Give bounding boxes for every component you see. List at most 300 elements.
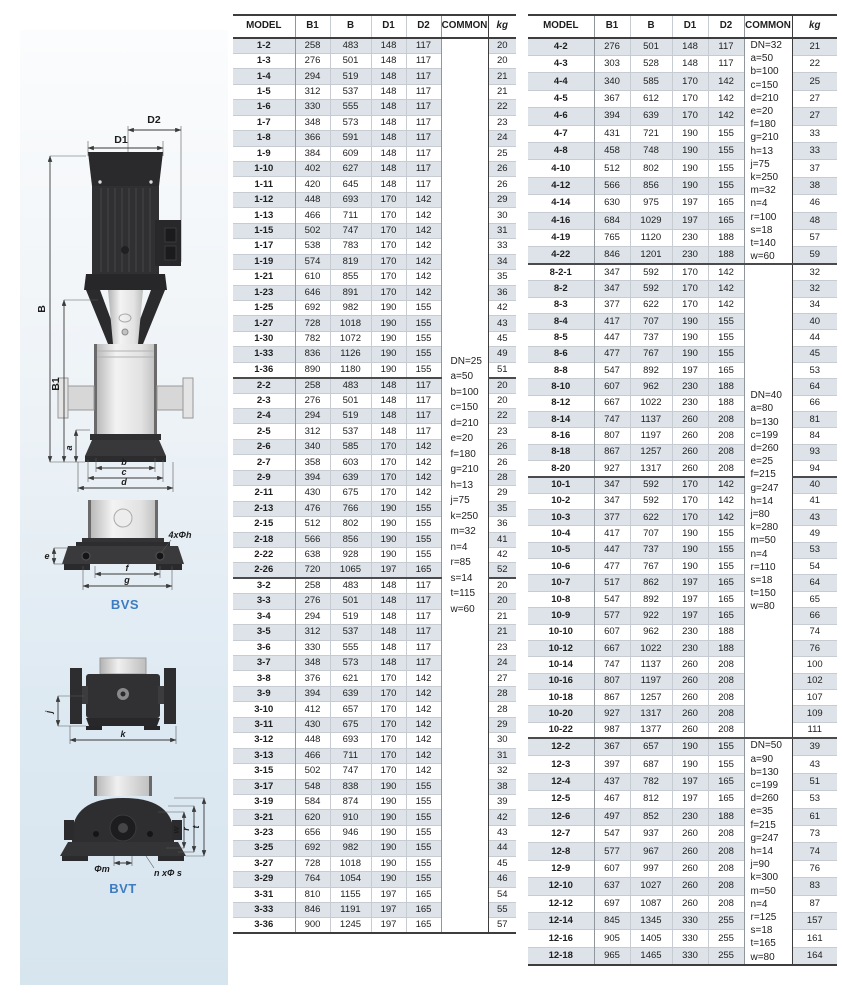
dimension-cell: 348: [295, 115, 330, 130]
model-cell: 12-3: [528, 756, 594, 773]
dimension-cell: 148: [371, 656, 406, 671]
weight-cell: 36: [488, 517, 516, 532]
dimension-cell: 577: [594, 608, 630, 624]
model-cell: 2-3: [233, 393, 295, 408]
bvt-drawing: [28, 772, 218, 900]
weight-cell: 49: [792, 526, 837, 542]
weight-cell: 43: [488, 316, 516, 331]
dimension-cell: 155: [406, 532, 441, 547]
dimension-cell: 170: [371, 270, 406, 285]
dimension-cell: 148: [371, 393, 406, 408]
dimension-cell: 519: [330, 69, 371, 84]
dimension-cell: 190: [371, 362, 406, 377]
dimension-cell: 366: [295, 131, 330, 146]
dimension-cell: 165: [406, 903, 441, 918]
common-dimension-line: c=199: [750, 429, 779, 441]
weight-cell: 20: [488, 53, 516, 68]
dimension-cell: 142: [406, 486, 441, 501]
dimension-cell: 117: [406, 53, 441, 68]
model-cell: 2-2: [233, 378, 295, 393]
dimension-cell: 890: [295, 362, 330, 377]
dimension-cell: 142: [406, 208, 441, 223]
column-header-b: B: [330, 15, 371, 38]
weight-cell: 29: [488, 717, 516, 732]
dimension-cell: 467: [594, 791, 630, 808]
dimension-cell: 294: [295, 69, 330, 84]
common-dimension-line: e=25: [750, 456, 774, 468]
dimension-cell: 547: [594, 825, 630, 842]
weight-cell: 66: [792, 395, 837, 411]
dimension-cell: 117: [406, 609, 441, 624]
dimension-cell: 856: [330, 532, 371, 547]
dimension-cell: 117: [406, 84, 441, 99]
model-cell: 10-6: [528, 559, 594, 575]
dimension-cell: 170: [371, 192, 406, 207]
dimension-cell: 394: [594, 108, 630, 125]
dimension-cell: 573: [330, 115, 371, 130]
dimension-cell: 276: [295, 594, 330, 609]
dimension-cell: 711: [330, 748, 371, 763]
dimension-cell: 155: [406, 856, 441, 871]
dimension-cell: 574: [295, 254, 330, 269]
dimension-cell: 155: [406, 872, 441, 887]
dimension-cell: 855: [330, 270, 371, 285]
dimension-cell: 188: [708, 808, 744, 825]
dimension-cell: 367: [594, 738, 630, 755]
model-cell: 8-14: [528, 412, 594, 428]
header-row: [528, 15, 837, 38]
model-cell: 3-5: [233, 625, 295, 640]
dimension-cell: 687: [630, 756, 672, 773]
dimension-cell: 155: [406, 300, 441, 315]
dimension-cell: 165: [708, 791, 744, 808]
weight-cell: 27: [792, 108, 837, 125]
common-dimension-line: j=80: [750, 509, 770, 521]
weight-cell: 64: [792, 379, 837, 395]
dimension-cell: 148: [371, 609, 406, 624]
dimension-cell: 867: [594, 689, 630, 705]
dimension-cell: 967: [630, 843, 672, 860]
weight-cell: 73: [792, 825, 837, 842]
header-row: [233, 15, 516, 38]
dimension-cell: 852: [630, 808, 672, 825]
dimension-cell: 155: [406, 794, 441, 809]
dimension-cell: 148: [371, 100, 406, 115]
dimension-cell: 982: [330, 841, 371, 856]
dimension-cell: 188: [708, 624, 744, 640]
model-cell: 8-20: [528, 461, 594, 477]
column-header-common: COMMON: [441, 15, 488, 38]
dimension-cell: 622: [630, 510, 672, 526]
common-dimension-line: t=140: [750, 238, 776, 250]
dimension-cell: 573: [330, 656, 371, 671]
dimension-cell: 900: [295, 918, 330, 933]
dimension-cell: 148: [371, 640, 406, 655]
common-dimension-line: g=210: [450, 464, 479, 476]
dimension-cell: 836: [295, 347, 330, 362]
dimension-cell: 190: [371, 841, 406, 856]
dimension-cell: 721: [630, 125, 672, 142]
weight-cell: 42: [488, 547, 516, 562]
dimension-cell: 607: [594, 624, 630, 640]
common-dimension-line: d=210: [750, 92, 779, 104]
dimension-cell: 910: [330, 810, 371, 825]
dimension-cell: 155: [406, 810, 441, 825]
dimension-cell: 430: [295, 717, 330, 732]
dimension-cell: 197: [672, 791, 708, 808]
dimension-cell: 117: [406, 409, 441, 424]
dimension-cell: 905: [594, 930, 630, 947]
dimension-cell: 657: [330, 702, 371, 717]
weight-cell: 29: [488, 486, 516, 501]
dimension-cell: 1087: [630, 895, 672, 912]
common-dimensions-cell: [744, 38, 792, 264]
dimension-cell: 747: [594, 412, 630, 428]
dim-label-k: k: [120, 729, 126, 739]
dimension-cell: 230: [672, 624, 708, 640]
dimension-cell: 276: [594, 38, 630, 55]
common-dimension-line: s=18: [750, 575, 773, 587]
dimension-cell: 782: [630, 773, 672, 790]
model-cell: 12-16: [528, 930, 594, 947]
bvs-base-plate: [62, 546, 184, 564]
dimension-cell: 330: [295, 640, 330, 655]
dimension-cell: 170: [371, 285, 406, 300]
dimension-cell: 412: [295, 702, 330, 717]
column-header-d1: D1: [672, 15, 708, 38]
dimension-cell: 845: [594, 912, 630, 929]
weight-cell: 83: [792, 878, 837, 895]
dimension-cell: 585: [630, 73, 672, 90]
common-dimension-line: e=20: [750, 106, 774, 118]
weight-cell: 23: [488, 424, 516, 439]
common-dimension-line: e=35: [750, 806, 774, 818]
dimension-cell: 165: [708, 575, 744, 591]
dimension-cell: 208: [708, 461, 744, 477]
weight-cell: 20: [488, 393, 516, 408]
weight-cell: 27: [488, 671, 516, 686]
dimension-cell: 117: [406, 640, 441, 655]
model-cell: 2-7: [233, 455, 295, 470]
dimension-cell: 117: [406, 578, 441, 593]
dimension-cell: 1377: [630, 722, 672, 738]
dimension-cell: 155: [406, 779, 441, 794]
common-dimension-line: c=150: [450, 402, 479, 414]
dimension-cell: 447: [594, 330, 630, 346]
model-cell: 2-26: [233, 563, 295, 578]
weight-cell: 107: [792, 689, 837, 705]
dimension-cell: 737: [630, 542, 672, 558]
dimension-cell: 155: [708, 542, 744, 558]
dimension-cell: 962: [630, 624, 672, 640]
model-cell: 8-6: [528, 346, 594, 362]
dimension-cell: 645: [330, 177, 371, 192]
weight-cell: 100: [792, 657, 837, 673]
dimension-cell: 294: [295, 409, 330, 424]
dimension-cell: 170: [371, 717, 406, 732]
common-dimension-line: d=260: [750, 443, 779, 455]
dimension-cell: 170: [371, 208, 406, 223]
dimension-cell: 197: [672, 575, 708, 591]
model-cell: 3-27: [233, 856, 295, 871]
dimension-cell: 142: [406, 455, 441, 470]
dimension-cell: 165: [708, 363, 744, 379]
dimension-cell: 197: [371, 918, 406, 933]
dimension-cell: 1191: [330, 903, 371, 918]
column-header-d2: D2: [406, 15, 441, 38]
dimension-cell: 862: [630, 575, 672, 591]
common-dimension-line: h=14: [750, 495, 774, 507]
dimension-cell: 537: [330, 625, 371, 640]
weight-cell: 81: [792, 412, 837, 428]
weight-cell: 65: [792, 591, 837, 607]
model-cell: 10-4: [528, 526, 594, 542]
dimension-cell: 501: [330, 53, 371, 68]
dimension-cell: 260: [672, 706, 708, 722]
dimension-cell: 188: [708, 379, 744, 395]
dimension-cell: 692: [295, 300, 330, 315]
weight-cell: 76: [792, 860, 837, 877]
dimension-cell: 170: [371, 733, 406, 748]
dimension-cell: 117: [708, 38, 744, 55]
model-cell: 10-5: [528, 542, 594, 558]
common-dimension-line: s=18: [750, 925, 773, 937]
dimension-cell: 377: [594, 297, 630, 313]
model-cell: 8-3: [528, 297, 594, 313]
dimension-cell: 417: [594, 313, 630, 329]
model-cell: 3-25: [233, 841, 295, 856]
model-cell: 1-33: [233, 347, 295, 362]
common-dimensions-cell: [441, 38, 488, 933]
dimension-cell: 208: [708, 878, 744, 895]
dimension-cell: 155: [406, 331, 441, 346]
dimension-cell: 208: [708, 706, 744, 722]
weight-cell: 20: [488, 578, 516, 593]
model-cell: 4-16: [528, 212, 594, 229]
dimension-cell: 142: [708, 108, 744, 125]
dimension-cell: 258: [295, 378, 330, 393]
dimension-cell: 170: [672, 493, 708, 509]
dimension-cell: 1126: [330, 347, 371, 362]
weight-cell: 40: [792, 477, 837, 493]
dimension-cell: 155: [708, 125, 744, 142]
dim-label-j: j: [44, 710, 54, 714]
weight-cell: 29: [488, 192, 516, 207]
model-cell: 4-19: [528, 229, 594, 246]
dimension-cell: 430: [295, 486, 330, 501]
dimension-cell: 142: [708, 90, 744, 107]
table-row: [528, 264, 837, 280]
dimension-cell: 748: [630, 142, 672, 159]
dimension-cell: 466: [295, 208, 330, 223]
dimension-cell: 711: [330, 208, 371, 223]
weight-cell: 21: [488, 609, 516, 624]
dimension-cell: 1137: [630, 657, 672, 673]
dimension-cell: 197: [371, 887, 406, 902]
dimension-cell: 190: [371, 794, 406, 809]
dimension-cell: 208: [708, 825, 744, 842]
dimension-cell: 656: [295, 825, 330, 840]
common-dimension-line: j=75: [450, 495, 470, 507]
weight-cell: 64: [792, 575, 837, 591]
dimension-cell: 165: [708, 608, 744, 624]
dimension-cell: 258: [295, 38, 330, 53]
model-cell: 1-15: [233, 223, 295, 238]
model-cell: 8-16: [528, 428, 594, 444]
dimension-cell: 1405: [630, 930, 672, 947]
dimension-cell: 190: [371, 825, 406, 840]
dimension-cell: 483: [330, 578, 371, 593]
common-dimension-line: n=4: [450, 541, 468, 553]
dimension-cell: 592: [630, 264, 672, 280]
model-cell: 1-9: [233, 146, 295, 161]
dimension-cell: 437: [594, 773, 630, 790]
dimension-cell: 142: [406, 702, 441, 717]
weight-cell: 27: [792, 90, 837, 107]
dimension-cell: 190: [672, 526, 708, 542]
model-cell: 8-12: [528, 395, 594, 411]
weight-cell: 109: [792, 706, 837, 722]
dimension-cell: 555: [330, 640, 371, 655]
illustration-panel: [20, 30, 228, 985]
weight-cell: 42: [488, 810, 516, 825]
dimension-cell: 639: [630, 108, 672, 125]
dimension-cell: 230: [672, 379, 708, 395]
dimension-cell: 447: [594, 542, 630, 558]
model-cell: 4-14: [528, 195, 594, 212]
dimension-cell: 347: [594, 493, 630, 509]
dimension-cell: 997: [630, 860, 672, 877]
dimension-cell: 347: [594, 281, 630, 297]
weight-cell: 30: [488, 733, 516, 748]
common-dimension-line: g=247: [750, 482, 779, 494]
model-cell: 12-10: [528, 878, 594, 895]
dimension-cell: 117: [406, 131, 441, 146]
dimension-cell: 142: [406, 671, 441, 686]
common-dimension-line: c=150: [750, 79, 779, 91]
dimension-cell: 148: [371, 69, 406, 84]
dimension-cell: 170: [371, 439, 406, 454]
common-dimensions-cell: [744, 264, 792, 738]
weight-cell: 37: [792, 160, 837, 177]
dimension-cell: 547: [594, 363, 630, 379]
model-cell: 3-3: [233, 594, 295, 609]
dimension-cell: 260: [672, 825, 708, 842]
model-cell: 2-22: [233, 547, 295, 562]
model-cell: 12-9: [528, 860, 594, 877]
common-dimension-line: DN=32: [750, 40, 782, 51]
dimension-cell: 188: [708, 247, 744, 265]
model-cell: 1-2: [233, 38, 295, 53]
weight-cell: 36: [488, 285, 516, 300]
dimension-cell: 117: [406, 69, 441, 84]
dimension-cell: 1029: [630, 212, 672, 229]
weight-cell: 23: [488, 640, 516, 655]
dimension-cell: 477: [594, 346, 630, 362]
dimension-cell: 117: [406, 177, 441, 192]
dimension-cell: 483: [330, 378, 371, 393]
weight-cell: 43: [792, 756, 837, 773]
dimension-cell: 538: [295, 239, 330, 254]
column-header-kg: kg: [488, 15, 516, 38]
column-header-model: MODEL: [528, 15, 594, 38]
dimension-cell: 142: [708, 477, 744, 493]
dimension-cell: 630: [594, 195, 630, 212]
model-cell: 1-10: [233, 162, 295, 177]
weight-cell: 35: [488, 501, 516, 516]
weight-cell: 22: [488, 409, 516, 424]
dimension-cell: 537: [330, 424, 371, 439]
dimension-cell: 170: [371, 686, 406, 701]
model-cell: 12-5: [528, 791, 594, 808]
dimension-cell: 170: [371, 486, 406, 501]
dimension-cell: 190: [672, 738, 708, 755]
dimension-cell: 684: [594, 212, 630, 229]
dimension-cell: 1065: [330, 563, 371, 578]
dimension-cell: 208: [708, 444, 744, 460]
dimension-cell: 519: [330, 409, 371, 424]
model-cell: 1-4: [233, 69, 295, 84]
dimension-cell: 148: [371, 53, 406, 68]
common-dimension-line: DN=25: [450, 355, 482, 367]
common-dimension-line: m=32: [750, 185, 776, 197]
dimension-cell: 965: [594, 947, 630, 965]
dim-label-b-height: B: [36, 305, 48, 313]
dimension-cell: 170: [672, 264, 708, 280]
model-cell: 1-7: [233, 115, 295, 130]
common-dimension-line: f=180: [750, 119, 776, 131]
weight-cell: 54: [488, 887, 516, 902]
dimension-cell: 148: [371, 177, 406, 192]
dimension-cell: 927: [594, 461, 630, 477]
dimension-cell: 584: [295, 794, 330, 809]
weight-cell: 38: [792, 177, 837, 194]
dimension-cell: 197: [672, 363, 708, 379]
dim-label-e: e: [44, 551, 50, 561]
dimension-cell: 260: [672, 444, 708, 460]
weight-cell: 24: [488, 656, 516, 671]
weight-cell: 31: [488, 748, 516, 763]
dim-label-d2: D2: [147, 114, 161, 126]
dimension-cell: 142: [406, 285, 441, 300]
column-header-b1: B1: [295, 15, 330, 38]
dimension-cell: 170: [371, 239, 406, 254]
common-dimension-line: r=100: [750, 211, 777, 223]
common-dimension-line: n=4: [750, 548, 768, 560]
dimension-cell: 276: [295, 393, 330, 408]
model-cell: 3-17: [233, 779, 295, 794]
dimension-cell: 1345: [630, 912, 672, 929]
dimension-cell: 155: [708, 177, 744, 194]
dimension-cell: 802: [630, 160, 672, 177]
dimension-cell: 155: [708, 142, 744, 159]
dimension-cell: 477: [594, 559, 630, 575]
dimension-cell: 117: [406, 393, 441, 408]
model-cell: 10-3: [528, 510, 594, 526]
dim-label-w: w: [171, 826, 181, 834]
dimension-cell: 537: [330, 84, 371, 99]
common-dimension-line: b=130: [750, 766, 779, 778]
dimension-cell: 928: [330, 547, 371, 562]
dimension-cell: 1245: [330, 918, 371, 933]
weight-cell: 53: [792, 791, 837, 808]
common-dimension-line: a=90: [750, 753, 774, 765]
dimension-cell: 170: [371, 455, 406, 470]
dimension-cell: 142: [406, 717, 441, 732]
dimension-cell: 170: [672, 477, 708, 493]
pump-front-drawing: [28, 104, 208, 504]
dimension-cell: 190: [672, 346, 708, 362]
